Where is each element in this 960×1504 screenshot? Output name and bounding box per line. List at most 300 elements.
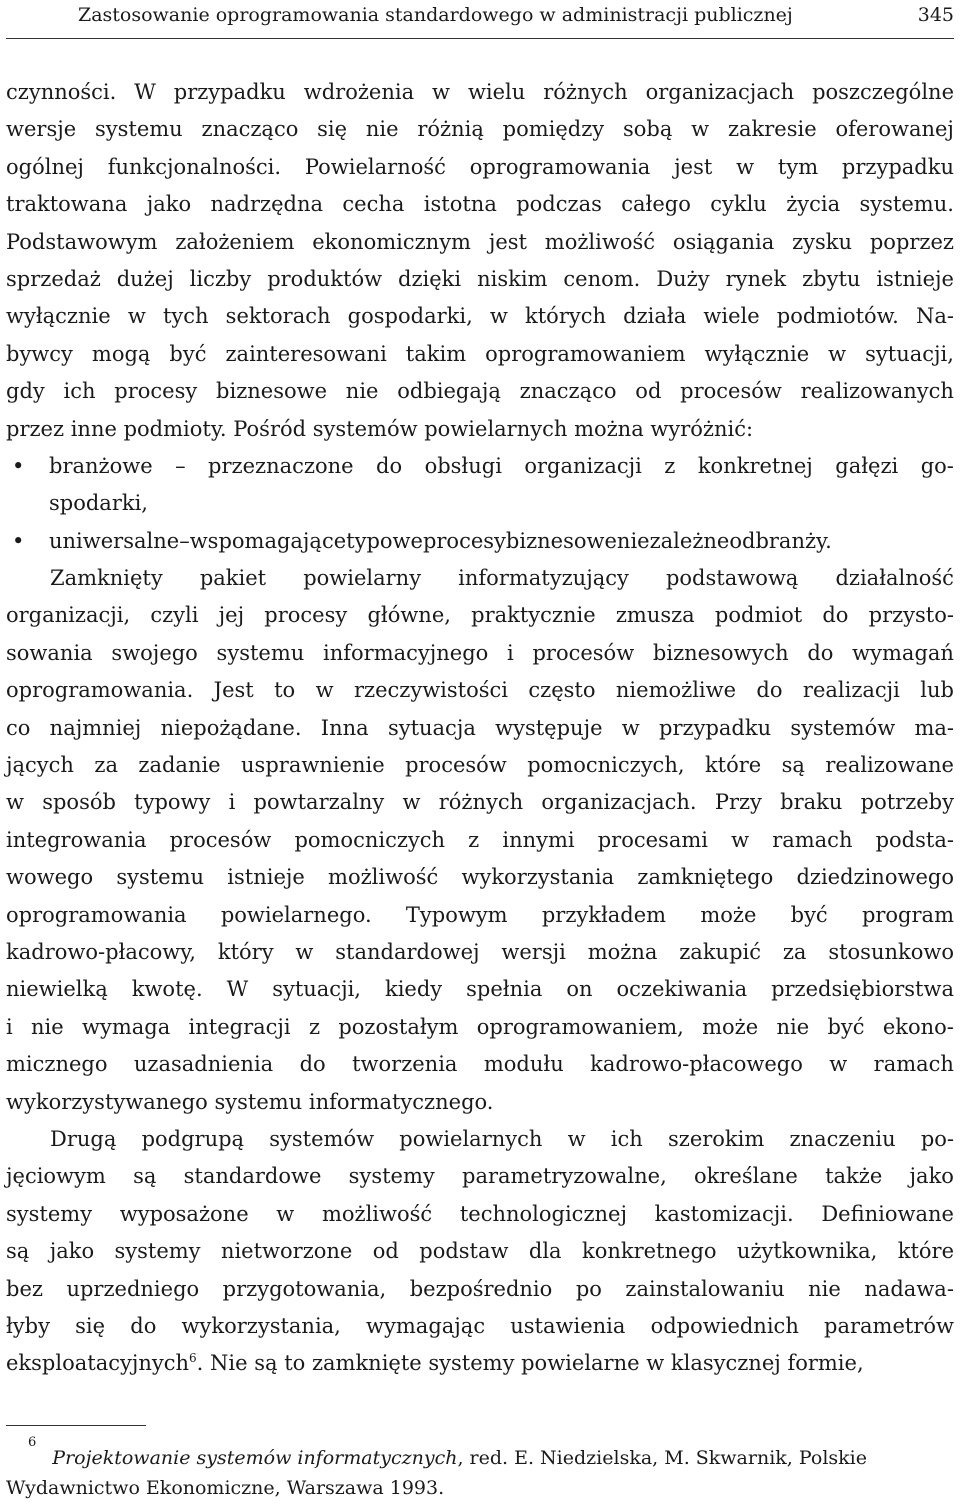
word: Jest [213,678,254,703]
word: oprogramowaniem, [476,1014,684,1039]
word: nie [31,1014,64,1039]
word: procesami [597,827,708,852]
word: do [130,1313,157,1338]
word: których [525,304,607,329]
word: systemy [6,1201,93,1226]
word: pomocniczych, [527,753,685,778]
word: zamkniętego [637,865,774,890]
word: się [75,1313,106,1338]
word: oprogramowania [6,902,187,927]
word: działalność [835,566,954,591]
word: niskim [477,266,548,291]
word: który [217,939,274,964]
word: zbytu [802,266,861,291]
word: istnieje [876,266,954,291]
word: występuje [495,715,603,740]
word: w [828,341,847,366]
word: organizacjach. [541,790,697,815]
word: go- [920,453,954,478]
word: nie [345,379,379,404]
word: istnieje [227,865,305,890]
text-line [6,186,954,223]
word: także [825,1164,883,1189]
word: procesy [114,379,198,404]
word: i [507,640,514,665]
word: różnią [417,117,484,142]
text-line [6,560,954,597]
text-line [6,1196,954,1233]
word: ma- [914,715,954,740]
word: powtarzalny [253,790,385,815]
word: po- [920,1126,954,1151]
word: technologicznej [459,1201,627,1226]
word: może [700,902,757,927]
word: organizacjach [645,80,795,104]
word: procesów [405,753,507,778]
word: niepożądane. [160,715,302,740]
word: z [308,1014,321,1039]
word: niezależne [616,528,730,553]
word: w [829,1052,848,1077]
bullet-item [6,448,954,485]
word: W [226,977,249,1002]
word: ekono- [882,1014,954,1039]
word: kwotę. [131,977,203,1002]
word: wersji [501,939,566,964]
word: przypadku [173,80,286,104]
word: można [587,939,658,964]
text-line [6,822,954,859]
word: gospodarki, [347,304,473,329]
word: przypadku [841,154,954,179]
word: kadrowo-płacowego [590,1052,803,1077]
word: dużej [116,266,174,291]
word: sektorach [225,304,331,329]
word: uzasadnienia [133,1052,274,1077]
word: możliwość [544,229,656,254]
word: ich [63,379,96,404]
word: całego [621,192,691,217]
text-line [6,635,954,672]
word: lub [920,678,954,703]
footnote-text [52,1443,867,1473]
word: jako [49,1239,95,1264]
word: realizowanych [800,379,954,404]
word: integracji [188,1014,291,1039]
word: procesy [264,603,348,628]
word: wymagań [852,640,954,665]
word: i [6,1014,13,1039]
word: w [691,117,710,142]
text-line [6,859,954,896]
word: znaczeniu [789,1126,896,1151]
word: integrowania [6,827,147,852]
word: w [736,154,755,179]
word: różnych [438,790,524,815]
word: za [782,939,807,964]
footnote [6,1435,954,1503]
word: innymi [502,827,575,852]
word: mogą [91,341,151,366]
word: nadrzędna [210,192,324,217]
word: tworzenia [352,1052,458,1077]
word: wdrożenia [303,80,415,104]
footnote-rule [6,1425,146,1426]
word: braku [780,790,843,815]
word: i [228,790,236,815]
bullet-text [49,523,832,560]
word: procesy [422,528,506,553]
word: wymaga [81,1014,171,1039]
word: różnych [543,80,628,104]
word: do [299,1052,326,1077]
word: istotna [423,192,497,217]
word: nadawa- [864,1276,954,1301]
word: ogólnej [6,154,84,179]
word: być [169,341,207,366]
word: parametryzowalne, [462,1164,667,1189]
word: biznesowe [216,379,328,404]
word: do [807,640,834,665]
word: pozostałym [338,1014,459,1039]
running-header [78,0,954,30]
word: tych [162,304,209,329]
word: użytkownika, [736,1239,878,1264]
word: bezpośrednio [409,1276,553,1301]
text-line [6,672,954,709]
word: sytuacja [387,715,476,740]
word: działa [623,304,687,329]
word: oprogramowaniem [485,341,686,366]
word: zadanie [138,753,221,778]
text-after-note: . Nie są to zamknięte systemy powielarne w klasycznej formie, [196,1351,864,1376]
text-line [6,747,954,784]
word: znacząco [201,117,299,142]
word: poszczególne [812,80,954,104]
word: ustawienia [510,1313,626,1338]
word: wspomagające [189,528,347,553]
word: – [179,528,190,553]
bullet-item [6,523,954,560]
header-rule [6,38,954,39]
word: procesów [169,827,272,852]
text-line: wykorzystywanego systemu informatycznego. [6,1089,494,1114]
text-line [6,710,954,747]
word: wiele [703,304,760,329]
text-before-note: eksploatacyjnych [6,1351,190,1376]
word: wykorzystania, [181,1313,341,1338]
word: zakresie [727,117,817,142]
word: jako [909,1164,954,1189]
word: oprogramowania [469,154,651,179]
word: zmusza [615,603,695,628]
word: przeznaczone [208,453,354,478]
word: takim [405,341,467,366]
word: Duży [656,266,710,291]
word: biznesowych [652,640,789,665]
footnote-title: Projektowanie systemów informatycznych [52,1447,458,1469]
word: Przy [714,790,762,815]
word: systemu [94,117,183,142]
word: określane [694,1164,798,1189]
word: systemu [216,640,305,665]
word: potrzeby [860,790,954,815]
word: – [175,453,186,478]
word: jest [674,154,713,179]
word: w [621,715,640,740]
word: do [756,678,783,703]
word: które [704,753,762,778]
word: ich [610,1126,643,1151]
word: program [861,902,954,927]
word: liczby [189,266,252,291]
word: sposób [42,790,116,815]
word: Na- [915,304,954,329]
word: Definiowane [821,1201,954,1226]
word: z [664,453,676,478]
word: kadrowo-płacowy, [6,939,196,964]
word: systemy [348,1164,435,1189]
word: dzięki [398,266,462,291]
text-line [6,1009,954,1046]
text-line [6,298,954,335]
word: parametrów [824,1313,954,1338]
word: wyłącznie [704,341,810,366]
word: poprzez [869,229,954,254]
word: Podstawowym [6,229,158,254]
word: za [94,753,118,778]
word: wersje [6,117,77,142]
word: w [315,678,334,703]
word: wyposażone [119,1201,249,1226]
word: kiedy [384,977,443,1002]
text-line [6,971,954,1008]
word: główne, [367,603,451,628]
word: z [468,827,480,852]
word: obsługi [424,453,502,478]
word: szerokim [667,1126,765,1151]
word: realizowane [825,753,954,778]
word: uniwersalne [49,528,180,553]
text-line [6,1233,954,1270]
word: możliwość [328,865,439,890]
word: jest [488,229,527,254]
word: zainteresowani [225,341,387,366]
word: być [827,1014,865,1039]
word: oczekiwania [616,977,748,1002]
word: w [6,790,24,815]
word: zysku [792,229,853,254]
word: zakupić [679,939,761,964]
word: niewielką [6,977,108,1002]
word: tym [777,154,819,179]
word: to [274,678,296,703]
word: on [566,977,593,1002]
word: podmiotów. [776,304,899,329]
word: Zamknięty [50,566,163,591]
text-line [6,336,954,373]
word: podgrupą [141,1126,245,1151]
word: być [790,902,828,927]
word: ramach [873,1052,954,1077]
text-line [6,1158,954,1195]
word: odpowiednich [650,1313,799,1338]
word: się [317,117,348,142]
word: sytuacji, [865,341,954,366]
word: Typowym [405,902,508,927]
word: informacyjnego [323,640,489,665]
word: stosunkowo [828,939,954,964]
word: oprogramowania. [6,678,194,703]
word: bywcy [6,341,73,366]
word: standardowej [335,939,480,964]
word: w [432,80,451,104]
running-title: Zastosowanie oprogramowania standardowego w administracji publicznej [78,4,793,26]
word: jako [146,192,192,217]
text-line [6,784,954,821]
word: podsta- [875,827,954,852]
word: są [133,1164,157,1189]
word: w [295,939,314,964]
word: oferowanej [835,117,954,142]
word: funkcjonalności. [107,154,282,179]
bullet-marker: • [12,453,25,478]
bullet-text-continued: spodarki, [49,491,148,516]
word: przysto- [868,603,954,628]
word: Drugą [50,1126,117,1151]
word: są [781,753,805,778]
word: organizacji, [6,603,131,628]
word: biznesowe [505,528,617,553]
text-line [6,597,954,634]
word: systemów [269,1126,375,1151]
word: do [822,603,849,628]
footnote-line: Wydawnictwo Ekonomiczne, Warszawa 1993. [6,1477,445,1499]
word: gdy [6,379,45,404]
word: cyklu [710,192,767,217]
word: przedsiębiorstwa [771,977,954,1002]
word: informatyzujący [458,566,629,591]
text-line [6,224,954,261]
footnote-details: , red. E. Niedzielska, M. Skwarnik, Polskie [457,1447,867,1469]
word: wykorzystania [461,865,615,890]
word: czyli [150,603,199,628]
word: znacząco [519,379,617,404]
word: podczas [516,192,602,217]
word: do [376,453,403,478]
word: systemów [790,715,896,740]
word: sobą [622,117,673,142]
text-line [6,373,954,410]
word: branżowe [49,453,153,478]
word: dla [528,1239,562,1264]
word: nie [365,117,399,142]
word: konkretnej [697,453,813,478]
word: wymagając [366,1313,486,1338]
word: cecha [342,192,405,217]
word: powielarnego. [220,902,372,927]
word: nie [808,1276,841,1301]
word: bez [6,1276,43,1301]
word: realizacji [802,678,900,703]
word: procesów [680,379,782,404]
word: w [567,1126,586,1151]
word: może [702,1014,759,1039]
word: konkretnego [581,1239,717,1264]
word: praktycznie [471,603,596,628]
word: rzeczywistości [353,678,508,703]
text-line [6,1308,954,1345]
word: systemu [116,865,205,890]
word: procesów [532,640,635,665]
word: sprzedaż [6,266,101,291]
footnote-line [6,1435,954,1473]
word: podstawową [665,566,799,591]
word: spełnia [466,977,543,1002]
word: typowy [134,790,211,815]
text-line [6,149,954,186]
word: które [897,1239,954,1264]
body-text [6,74,954,1383]
word: życia [786,192,841,217]
word: od [372,1239,399,1264]
word: co [6,715,31,740]
page-number: 345 [917,4,954,26]
word: najmniej [49,715,142,740]
word: usprawnienie [241,753,385,778]
word: powielarny [303,566,422,591]
word: systemy [114,1239,201,1264]
word: Inna [320,715,369,740]
text-line [6,934,954,971]
word: sytuacji, [272,977,361,1002]
word: jęciowym [6,1164,106,1189]
word: nie [776,1014,810,1039]
word: od [729,528,756,553]
word: produktów [267,266,383,291]
bullet-marker: • [12,528,25,553]
footnote-reference[interactable]: 6 [189,1351,197,1366]
word: podstaw [419,1239,509,1264]
word: pomiędzy [502,117,605,142]
word: przygotowania, [222,1276,387,1301]
text-line [6,111,954,148]
word: pomocniczych [294,827,446,852]
word: branży. [755,528,832,553]
word: w [489,304,508,329]
word: podmiot [714,603,803,628]
text-line [6,1271,954,1308]
word: przypadku [659,715,772,740]
text-line [6,261,954,298]
word: micznego [6,1052,108,1077]
word: możliwość [321,1201,433,1226]
word: nietworzone [220,1239,353,1264]
word: Powielarność [304,154,446,179]
word: czynności. [6,80,117,104]
word: uprzedniego [66,1276,200,1301]
text-line [6,897,954,934]
word: W [134,80,156,104]
word: systemu. [859,192,954,217]
word: gałęzi [835,453,899,478]
word: wowego [6,865,94,890]
word: odbiegają [397,379,501,404]
word: cenom. [563,266,641,291]
word: organizacji [524,453,642,478]
word: osiągania [672,229,775,254]
word: pakiet [199,566,267,591]
